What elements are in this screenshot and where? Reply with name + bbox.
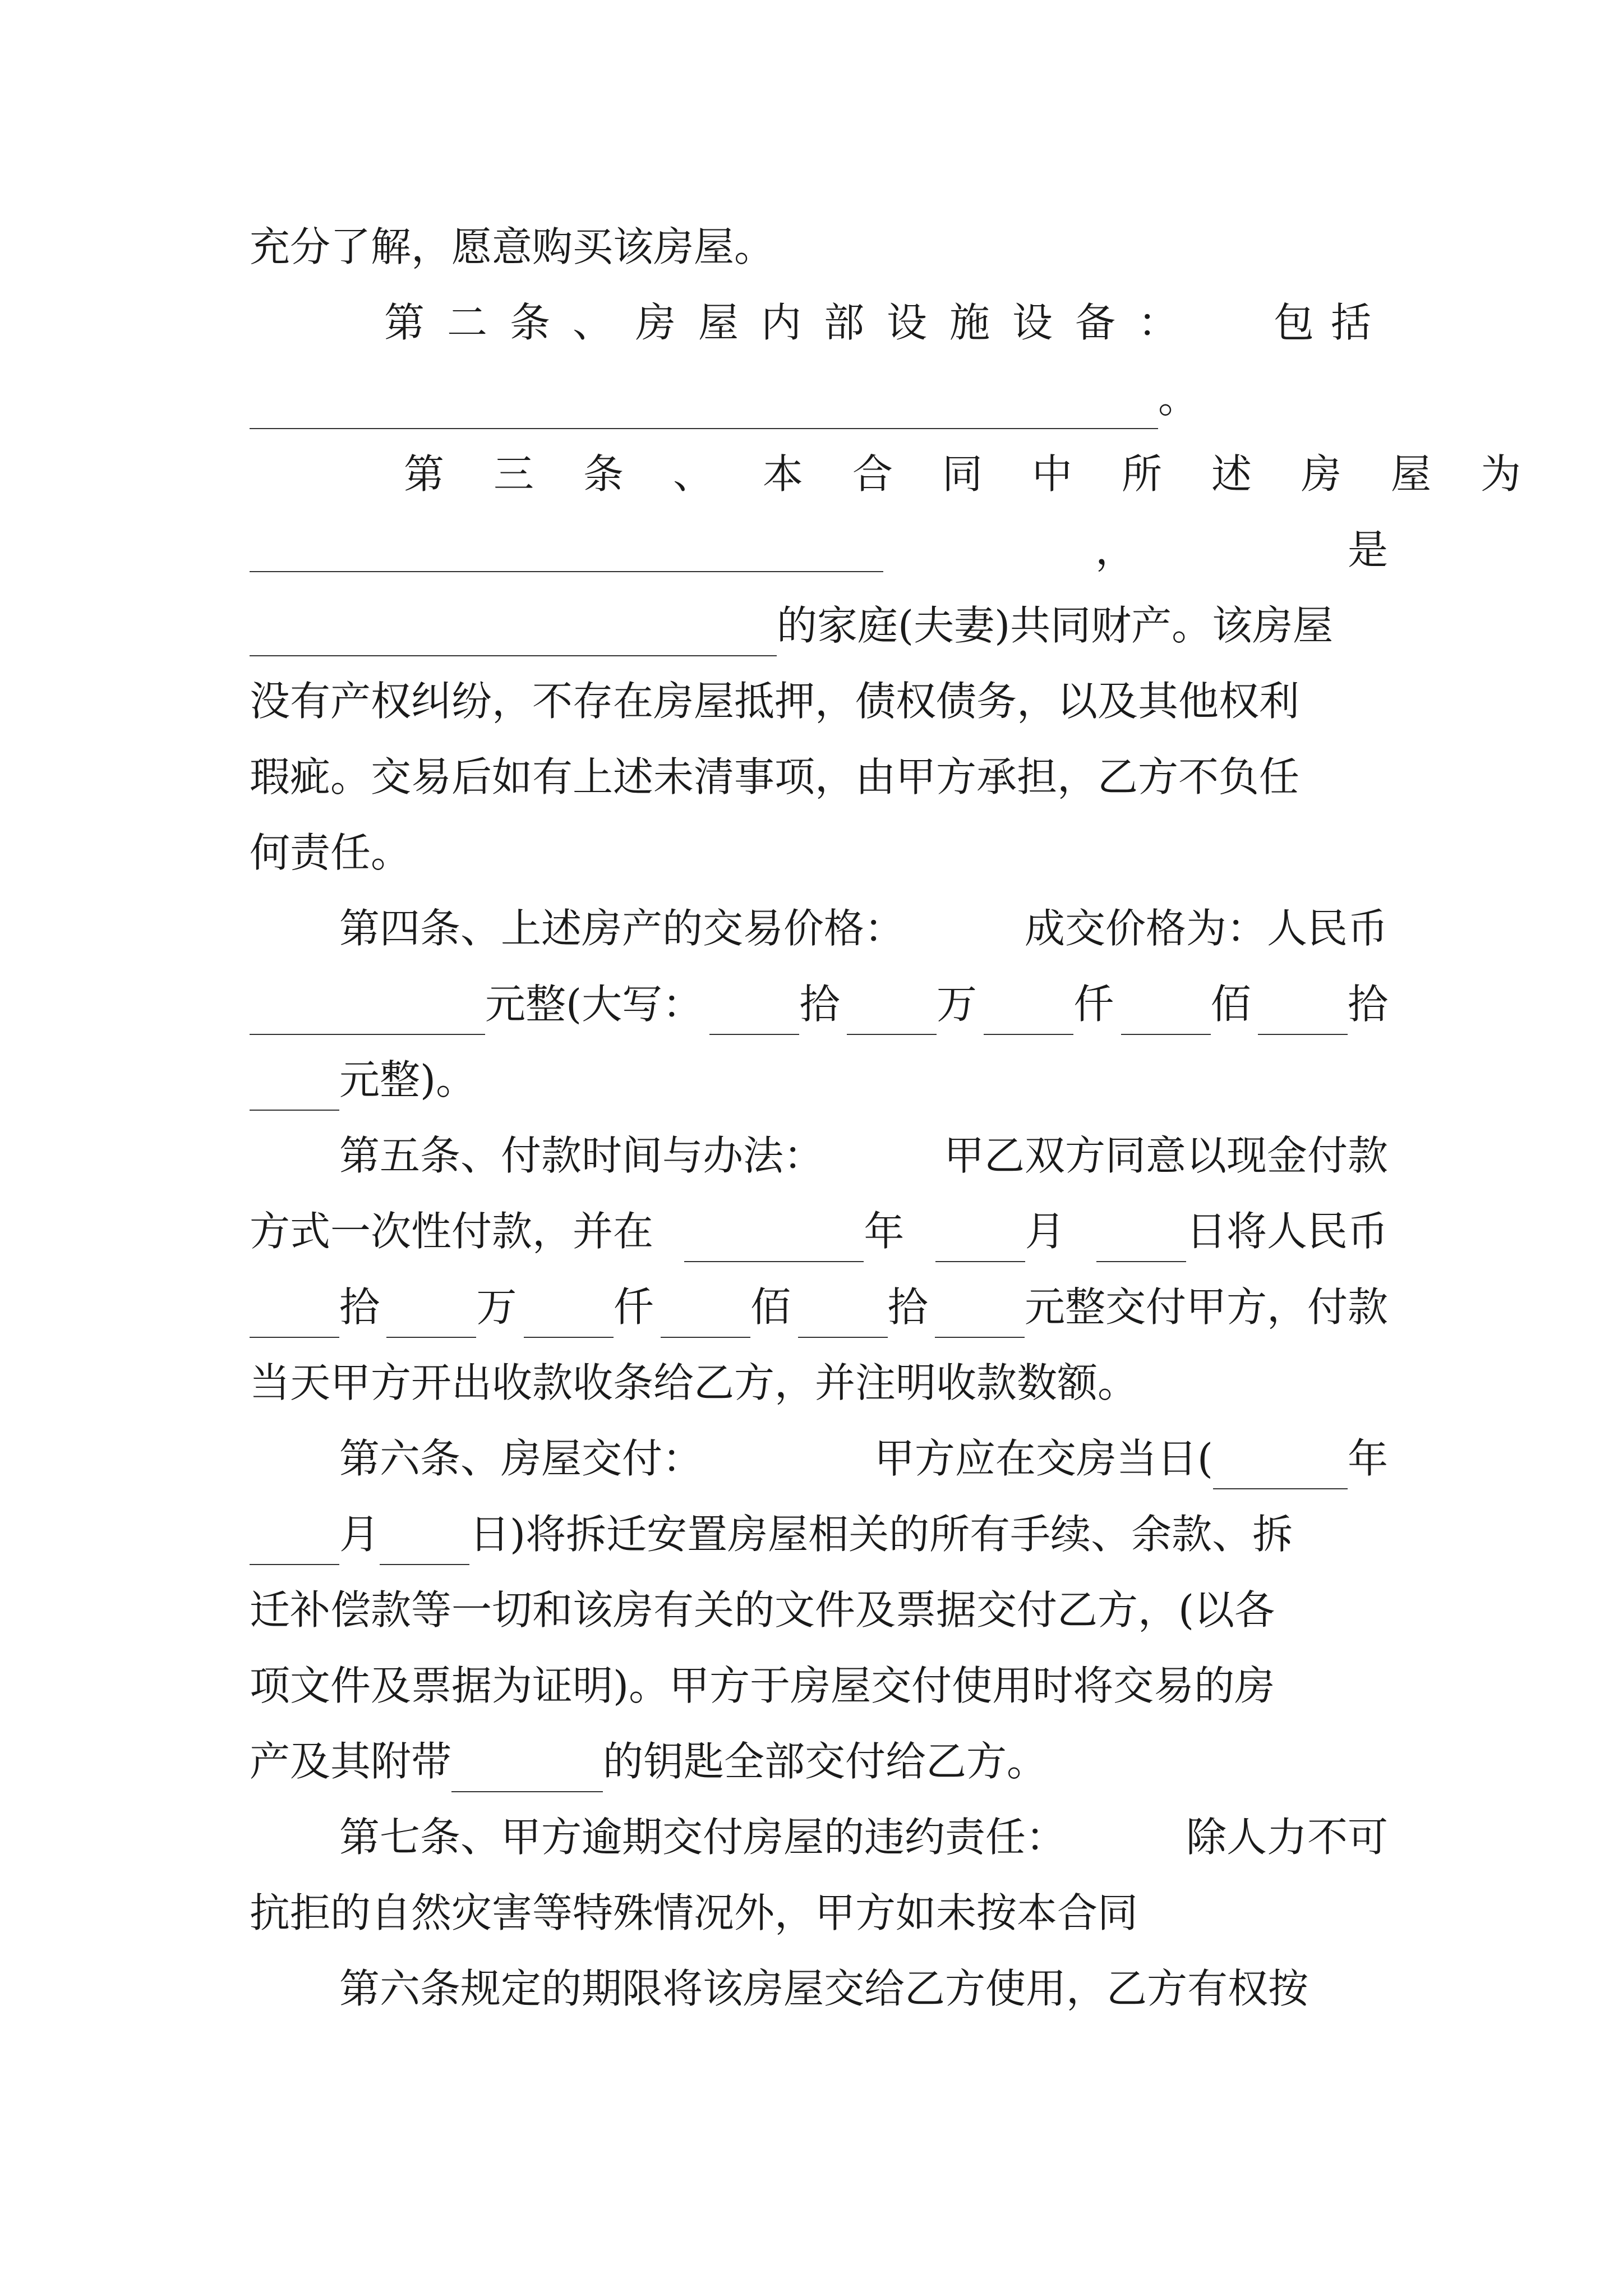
text-line-7 (250, 670, 1388, 732)
comma: ， (1095, 526, 1136, 573)
wan-blank[interactable] (847, 990, 937, 1035)
amt-qian-blank[interactable] (524, 1293, 614, 1338)
article-4-price-label: 成交价格为：人民币 (1024, 905, 1388, 952)
yuan-blank[interactable] (250, 1066, 339, 1111)
unit-bai: 佰 (1210, 981, 1251, 1028)
line-text: 抗拒的自然灾害等特殊情况外，甲方如未按本合同 (250, 1889, 1138, 1936)
amt-shi-wan-blank[interactable] (250, 1293, 339, 1338)
shi-wan-blank[interactable] (709, 990, 799, 1035)
unit-month: 月 (1025, 1208, 1066, 1255)
article-7-text: 除人力不可 (1186, 1814, 1388, 1861)
period: 。 (1158, 375, 1199, 422)
owner-blank[interactable] (250, 611, 777, 656)
keys-blank[interactable] (451, 1747, 603, 1792)
unit-shi: 拾 (799, 981, 840, 1028)
delivery-year-blank[interactable] (1213, 1444, 1348, 1489)
joint-property-text: 的家庭(夫妻)共同财产。该房屋 (777, 602, 1334, 649)
delivery-date-text: 甲方应在交房当日( (874, 1435, 1213, 1482)
text-line-1 (250, 216, 1388, 278)
amt-wan-blank[interactable] (386, 1293, 476, 1338)
unit-bai: 佰 (750, 1283, 791, 1331)
line-text: 迁补偿款等一切和该房有关的文件及票据交付乙方，(以各 (250, 1586, 1275, 1634)
article-2-title: 第二条、房屋内部设施设备： (384, 299, 1201, 346)
amt-bai-blank[interactable] (661, 1293, 750, 1338)
unit-year: 年 (1347, 1435, 1388, 1482)
delivery-month-blank[interactable] (250, 1520, 339, 1565)
delivery-day-blank[interactable] (380, 1520, 469, 1565)
article-4-heading (339, 898, 1388, 959)
text-line-8 (250, 746, 1388, 808)
line-text: 当天甲方开出收款收条给乙方，并注明收款数额。 (250, 1359, 1138, 1406)
delivery-text: 日)将拆迁安置房屋相关的所有手续、余款、拆 (469, 1511, 1293, 1558)
article-4-line-2 (250, 973, 1388, 1035)
bai-blank[interactable] (1121, 990, 1211, 1035)
article-7-heading (339, 1806, 1388, 1868)
pay-year-blank[interactable] (684, 1217, 864, 1262)
house-description-blank[interactable] (250, 527, 883, 572)
article-6-title: 第六条、房屋交付： (339, 1435, 703, 1482)
day-rmb-text: 日将人民币 (1186, 1208, 1388, 1255)
shi-blank[interactable] (1258, 990, 1348, 1035)
unit-qian: 仟 (613, 1283, 654, 1331)
unit-shi: 拾 (1347, 981, 1388, 1028)
article-7-line-3 (339, 1958, 1388, 2019)
article-2-fill-line (250, 367, 1388, 429)
unit-wan: 万 (476, 1283, 517, 1331)
qian-blank[interactable] (984, 990, 1073, 1035)
article-2-tail: 包括 (1273, 299, 1388, 346)
article-6-line-3 (250, 1579, 1388, 1641)
amt-shi-blank[interactable] (798, 1293, 888, 1338)
yuan-zheng-end: 元整)。 (339, 1056, 477, 1103)
line-text: 没有产权纠纷，不存在房屋抵押，债权债务，以及其他权利 (250, 678, 1300, 725)
article-5-line-2 (250, 1200, 1388, 1262)
line-text: 产及其附带 (250, 1738, 452, 1785)
article-3-title: 第三条、本合同中所述房屋为 (404, 450, 1571, 498)
yuan-zheng-pay-text: 元整交付甲方，付款 (1024, 1283, 1388, 1331)
line-text: 何责任。 (250, 829, 412, 876)
line-text: 瑕疵。交易后如有上述未清事项，由甲方承担，乙方不负任 (250, 753, 1300, 800)
payment-text: 方式一次性付款，并在 (250, 1208, 654, 1255)
article-3-line-3 (250, 595, 1388, 656)
article-3-line-2 (250, 519, 1388, 581)
amt-yuan-blank[interactable] (935, 1293, 1025, 1338)
article-5-line-4 (250, 1352, 1388, 1414)
article-4-title: 第四条、上述房产的交易价格： (339, 905, 905, 952)
is-text: 是 (1347, 526, 1388, 573)
facilities-blank[interactable] (250, 384, 1158, 429)
article-6-heading (339, 1428, 1388, 1489)
article-2-heading (384, 292, 1388, 353)
unit-wan: 万 (936, 981, 977, 1028)
article-5-heading (339, 1125, 1388, 1186)
unit-year: 年 (864, 1208, 905, 1255)
unit-shi: 拾 (339, 1283, 380, 1331)
article-5-title: 第五条、付款时间与办法： (339, 1132, 824, 1179)
unit-shi: 拾 (887, 1283, 928, 1331)
line-text: 第六条规定的期限将该房屋交给乙方使用，乙方有权按 (339, 1965, 1309, 2012)
unit-month: 月 (339, 1511, 380, 1558)
pay-day-blank[interactable] (1096, 1217, 1186, 1262)
line-text: 项文件及票据为证明)。甲方于房屋交付使用时将交易的房 (250, 1662, 1275, 1709)
text-line-9 (250, 822, 1388, 884)
article-5-text: 甲乙双方同意以现金付款 (943, 1132, 1388, 1179)
article-7-line-2 (250, 1882, 1388, 1944)
article-5-line-3 (250, 1276, 1388, 1338)
pay-month-blank[interactable] (935, 1217, 1025, 1262)
article-6-line-5 (250, 1731, 1388, 1792)
article-4-line-3 (250, 1049, 1388, 1111)
article-6-line-4 (250, 1655, 1388, 1717)
line-text: 的钥匙全部交付给乙方。 (603, 1738, 1048, 1785)
article-7-title: 第七条、甲方逾期交付房屋的违约责任： (339, 1814, 1067, 1861)
article-3-heading (404, 443, 1571, 505)
line-text: 充分了解，愿意购买该房屋。 (250, 223, 775, 270)
unit-qian: 仟 (1073, 981, 1114, 1028)
article-6-line-2 (250, 1503, 1388, 1565)
yuan-zheng-daxie: 元整(大写： (485, 981, 703, 1028)
price-blank[interactable] (250, 990, 485, 1035)
